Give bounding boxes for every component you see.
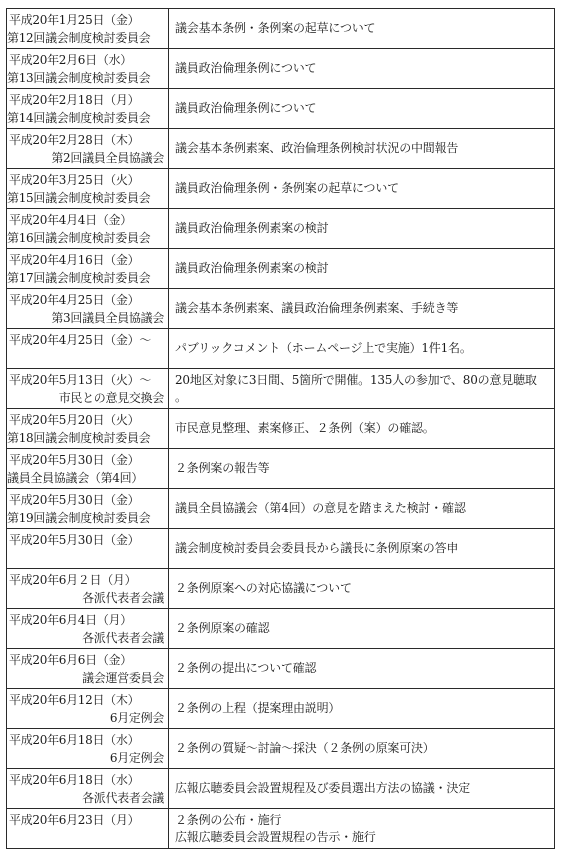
date-cell bbox=[7, 609, 169, 649]
date-text: 平成20年4月16日（金） bbox=[9, 252, 140, 267]
topic-cell bbox=[169, 609, 555, 649]
topic-text: パブリックコメント（ホームページ上で実施）1件1名。 bbox=[175, 341, 472, 355]
date-text: 平成20年4月25日（金） bbox=[9, 292, 140, 307]
date-cell bbox=[7, 529, 169, 569]
topic-text: 広報広聴委員会設置規程及び委員選出方法の協議・決定 bbox=[175, 781, 471, 795]
topic-cell bbox=[169, 729, 555, 769]
topic-cell bbox=[169, 89, 555, 129]
table-row bbox=[7, 649, 555, 689]
meeting-name: 第15回議会制度検討委員会 bbox=[7, 190, 151, 205]
topic-text: ２条例の上程（提案理由説明） bbox=[175, 701, 341, 715]
meeting-name bbox=[7, 349, 168, 367]
table-row bbox=[7, 729, 555, 769]
date-text: 平成20年5月30日（金） bbox=[9, 532, 140, 547]
meeting-name bbox=[7, 829, 168, 847]
topic-cell bbox=[169, 529, 555, 569]
meeting-name: 6月定例会 bbox=[109, 750, 164, 765]
meeting-name: 各派代表者会議 bbox=[82, 790, 164, 805]
meeting-name: 第19回議会制度検討委員会 bbox=[7, 510, 151, 525]
topic-text: 議会基本条例素案、議員政治倫理条例素案、手続き等 bbox=[175, 301, 459, 315]
topic-cell bbox=[169, 649, 555, 689]
table-row bbox=[7, 609, 555, 649]
table-row bbox=[7, 249, 555, 289]
meeting-name: 第3回議員全員協議会 bbox=[51, 310, 164, 325]
topic-cell bbox=[169, 249, 555, 289]
meeting-name: 第14回議会制度検討委員会 bbox=[7, 110, 151, 125]
date-cell bbox=[7, 329, 169, 369]
meeting-name: 議員全員協議会（第4回） bbox=[7, 470, 144, 485]
meeting-name: 市民との意見交換会 bbox=[58, 390, 164, 405]
date-cell bbox=[7, 9, 169, 49]
topic-text: 議員政治倫理条例素案の検討 bbox=[175, 221, 329, 235]
date-text: 平成20年6月２日（月） bbox=[9, 572, 137, 587]
meeting-name: 6月定例会 bbox=[109, 710, 164, 725]
topic-text: ２条例原案の確認 bbox=[175, 621, 270, 635]
schedule-table bbox=[6, 8, 555, 849]
date-cell bbox=[7, 169, 169, 209]
meeting-name: 第13回議会制度検討委員会 bbox=[7, 70, 151, 85]
meeting-name: 各派代表者会議 bbox=[82, 590, 164, 605]
meeting-name: 第16回議会制度検討委員会 bbox=[7, 230, 151, 245]
meeting-name: 各派代表者会議 bbox=[82, 630, 164, 645]
date-cell bbox=[7, 769, 169, 809]
topic-cell bbox=[169, 489, 555, 529]
topic-cell bbox=[169, 809, 555, 849]
date-text: 平成20年3月25日（火） bbox=[9, 172, 140, 187]
date-cell bbox=[7, 129, 169, 169]
schedule-body bbox=[7, 9, 555, 849]
topic-cell bbox=[169, 49, 555, 89]
date-cell bbox=[7, 449, 169, 489]
topic-text: 議員全員協議会（第4回）の意見を踏まえた検討・確認 bbox=[175, 501, 466, 515]
topic-text: ２条例原案への対応協議について bbox=[175, 581, 352, 595]
topic-text: 議員政治倫理条例について bbox=[175, 61, 317, 75]
topic-text: 。 bbox=[175, 389, 187, 404]
meeting-name: 第12回議会制度検討委員会 bbox=[7, 30, 151, 45]
topic-cell bbox=[169, 449, 555, 489]
table-row bbox=[7, 809, 555, 849]
date-text: 平成20年5月20日（火） bbox=[9, 412, 140, 427]
topic-cell bbox=[169, 689, 555, 729]
topic-cell bbox=[169, 129, 555, 169]
date-cell bbox=[7, 89, 169, 129]
date-cell bbox=[7, 289, 169, 329]
date-text: 平成20年6月18日（水） bbox=[9, 732, 140, 747]
topic-text: 議員政治倫理条例・条例案の起草について bbox=[175, 181, 399, 195]
date-cell bbox=[7, 369, 169, 409]
topic-text: 議会制度検討委員会委員長から議長に条例原案の答申 bbox=[175, 541, 459, 555]
table-row bbox=[7, 409, 555, 449]
date-text: 平成20年6月18日（水） bbox=[9, 772, 140, 787]
topic-text: ２条例案の報告等 bbox=[175, 461, 270, 475]
topic-text: 議員政治倫理条例素案の検討 bbox=[175, 261, 329, 275]
table-row bbox=[7, 209, 555, 249]
date-cell bbox=[7, 649, 169, 689]
topic-text: 広報広聴委員会設置規程の告示・施行 bbox=[175, 829, 376, 844]
topic-text: ２条例の公布・施行 bbox=[175, 812, 282, 827]
date-text: 平成20年2月6日（水） bbox=[9, 52, 132, 67]
meeting-name: 第18回議会制度検討委員会 bbox=[7, 430, 151, 445]
date-cell bbox=[7, 729, 169, 769]
date-text: 平成20年6月23日（月） bbox=[9, 812, 140, 827]
date-cell bbox=[7, 209, 169, 249]
date-text: 平成20年5月30日（金） bbox=[9, 452, 140, 467]
topic-text: 議員政治倫理条例について bbox=[175, 101, 317, 115]
topic-text: 議会基本条例・条例案の起草について bbox=[175, 21, 376, 35]
table-row bbox=[7, 49, 555, 89]
table-row bbox=[7, 569, 555, 609]
meeting-name: 第17回議会制度検討委員会 bbox=[7, 270, 151, 285]
date-text: 平成20年4月25日（金）～ bbox=[9, 332, 151, 347]
table-row bbox=[7, 369, 555, 409]
table-row bbox=[7, 169, 555, 209]
date-cell bbox=[7, 569, 169, 609]
date-text: 平成20年2月28日（木） bbox=[9, 132, 140, 147]
date-cell bbox=[7, 49, 169, 89]
date-text: 平成20年1月25日（金） bbox=[9, 12, 140, 27]
topic-text: ２条例の質疑～討論～採決（２条例の原案可決） bbox=[175, 741, 435, 755]
topic-text: 20地区対象に3日間、5箇所で開催。135人の参加で、80の意見聴取 bbox=[175, 372, 537, 387]
table-row bbox=[7, 449, 555, 489]
topic-cell bbox=[169, 209, 555, 249]
table-row bbox=[7, 289, 555, 329]
topic-cell bbox=[169, 369, 555, 409]
date-text: 平成20年6月4日（月） bbox=[9, 612, 132, 627]
date-cell bbox=[7, 249, 169, 289]
table-row bbox=[7, 689, 555, 729]
date-text: 平成20年6月6日（金） bbox=[9, 652, 132, 667]
topic-cell bbox=[169, 169, 555, 209]
table-row bbox=[7, 9, 555, 49]
date-cell bbox=[7, 409, 169, 449]
topic-text: ２条例の提出について確認 bbox=[175, 661, 317, 675]
table-row bbox=[7, 529, 555, 569]
table-row bbox=[7, 769, 555, 809]
date-text: 平成20年4月4日（金） bbox=[9, 212, 132, 227]
meeting-name: 議会運営委員会 bbox=[82, 670, 164, 685]
topic-cell bbox=[169, 9, 555, 49]
topic-text: 市民意見整理、素案修正、２条例（案）の確認。 bbox=[175, 421, 435, 435]
date-cell bbox=[7, 809, 169, 849]
date-text: 平成20年5月13日（火）～ bbox=[9, 372, 151, 387]
date-cell bbox=[7, 689, 169, 729]
topic-text: 議会基本条例素案、政治倫理条例検討状況の中間報告 bbox=[175, 141, 459, 155]
table-row bbox=[7, 89, 555, 129]
topic-cell bbox=[169, 569, 555, 609]
topic-cell bbox=[169, 289, 555, 329]
date-text: 平成20年5月30日（金） bbox=[9, 492, 140, 507]
table-row bbox=[7, 489, 555, 529]
topic-cell bbox=[169, 769, 555, 809]
meeting-name: 第2回議員全員協議会 bbox=[51, 150, 164, 165]
topic-cell bbox=[169, 329, 555, 369]
date-text: 平成20年2月18日（月） bbox=[9, 92, 140, 107]
date-text: 平成20年6月12日（木） bbox=[9, 692, 140, 707]
topic-cell bbox=[169, 409, 555, 449]
date-cell bbox=[7, 489, 169, 529]
meeting-name bbox=[7, 549, 168, 567]
table-row bbox=[7, 129, 555, 169]
table-row bbox=[7, 329, 555, 369]
